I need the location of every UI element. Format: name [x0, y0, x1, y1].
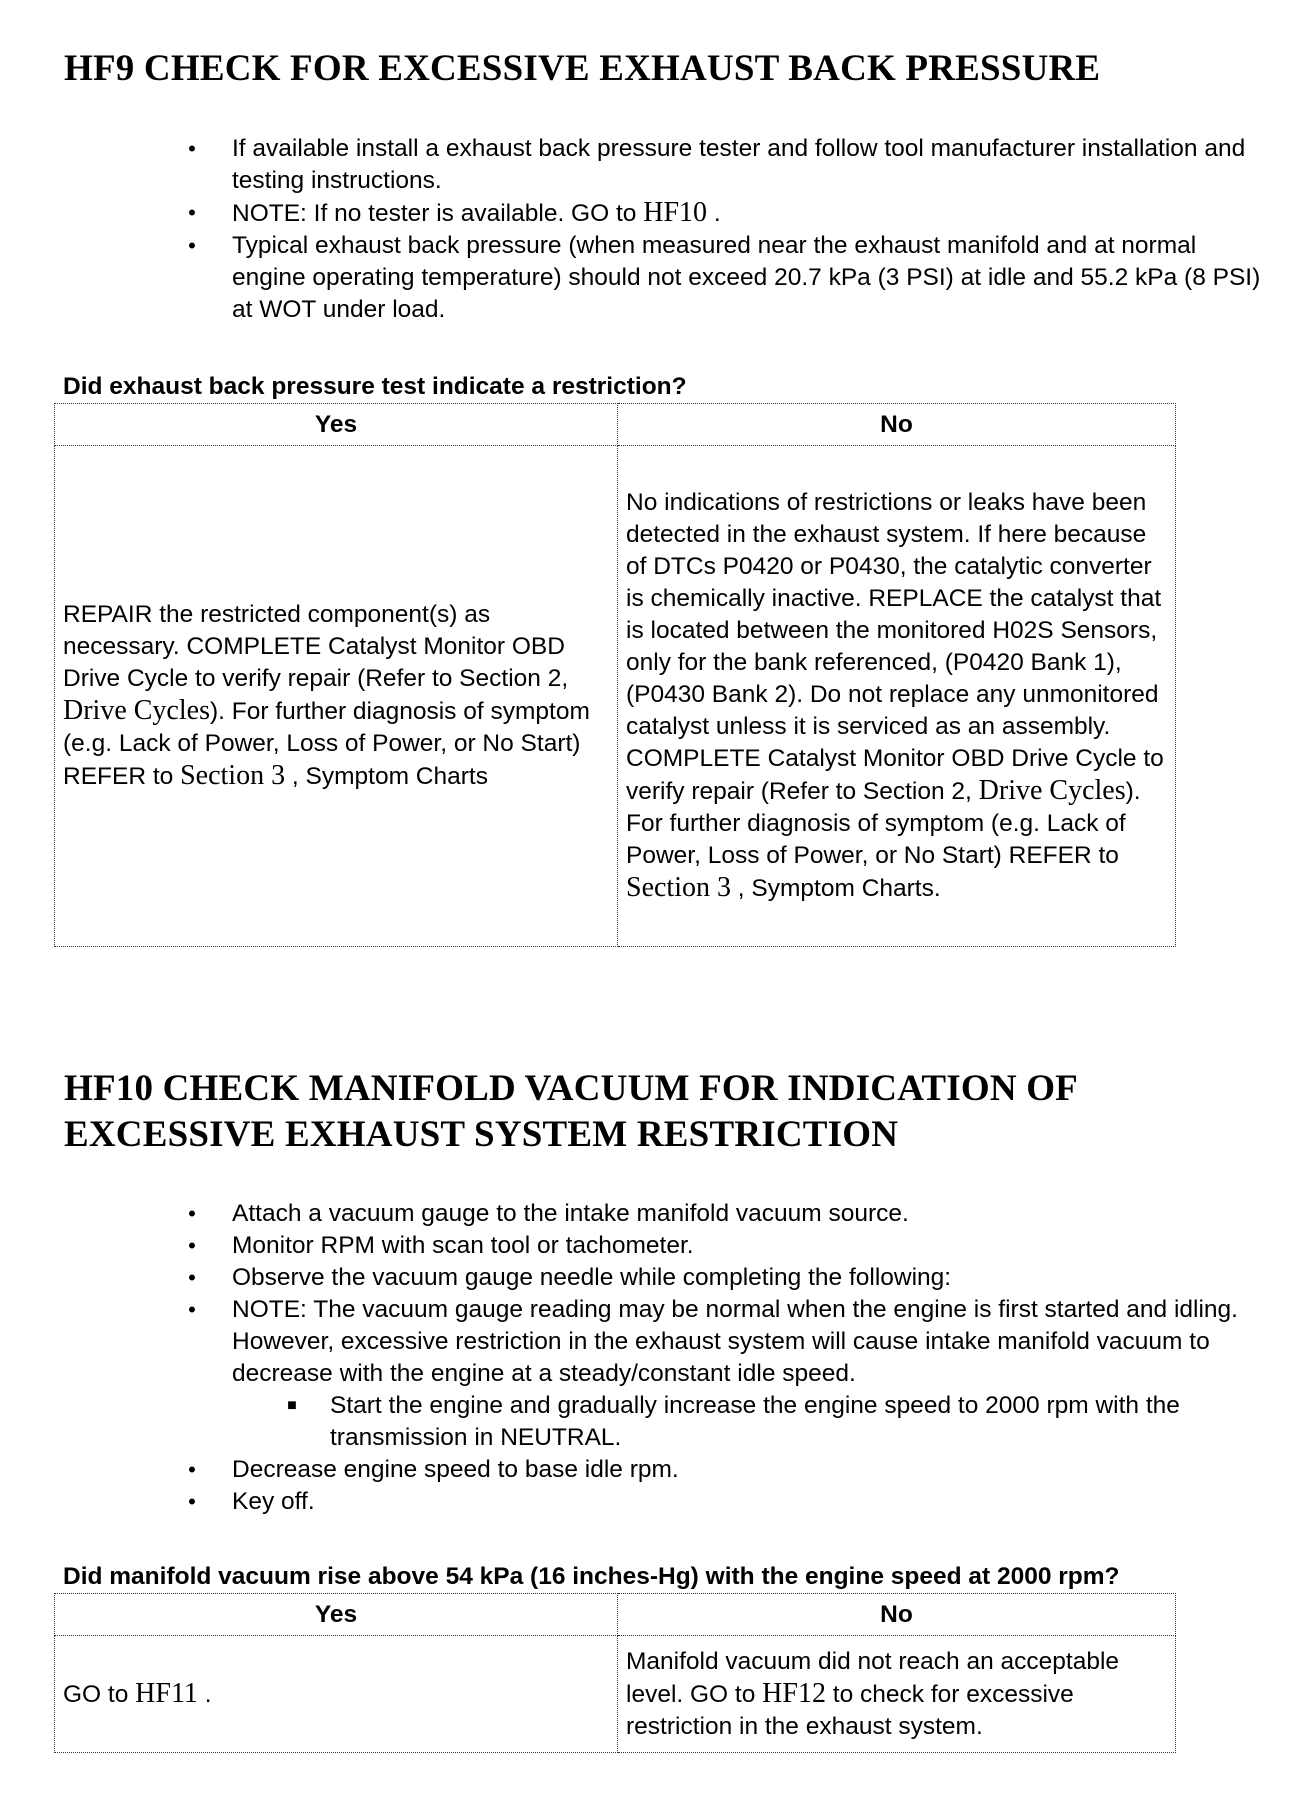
bullet-icon: •	[188, 1265, 196, 1290]
section-hf10-title: HF10 CHECK MANIFOLD VACUUM FOR INDICATION OF EXCESSIVE EXHAUST SYSTEM RESTRICTION	[64, 1068, 1077, 1155]
no-header: No	[618, 404, 1176, 446]
list-item: • NOTE: The vacuum gauge reading may be normal when the engine is first started and idling. However, excessive restriction in the exhaust system will cause intake manifold vacuum to decrease with the engine at a steady/constant idle speed.	[0, 1294, 1312, 1390]
hf9-instruction-list	[0, 133, 1312, 326]
square-bullet-icon: ■	[287, 1397, 297, 1414]
list-item: • Typical exhaust back pressure (when measured near the exhaust manifold and at normal engine operating temperature) should not exceed 20.7 kPa (3 PSI) at idle and 55.2 kPa (8 PSI) at WOT under load.	[0, 230, 1312, 326]
hf10-no-cell: Manifold vacuum did not reach an acceptable level. GO to HF12 to check for excessive restriction in the exhaust system.	[618, 1636, 1176, 1753]
list-item: • NOTE: If no tester is available. GO to HF10 .	[0, 197, 1312, 230]
list-item: • Key off.	[0, 1486, 1312, 1518]
hf9-yes-cell: REPAIR the restricted component(s) as necessary. COMPLETE Catalyst Monitor OBD Drive Cycle to verify repair (Refer to Section 2, Drive Cycles). For further diagnosis of symptom (e.g. Lack of Power, Loss of Power, or No Start) REFER to Section 3 , Symptom Charts	[55, 446, 618, 947]
yes-header: Yes	[55, 1594, 618, 1636]
hf10-decision-table	[54, 1593, 1176, 1753]
hf10-yes-cell: GO to HF11 .	[55, 1636, 618, 1753]
list-item: • Decrease engine speed to base idle rpm.	[0, 1454, 1312, 1486]
link-drive-cycles[interactable]: Drive Cycles	[63, 695, 210, 726]
hf9-no-cell: No indications of restrictions or leaks have been detected in the exhaust system. If here because of DTCs P0420 or P0430, the catalytic converter is chemically inactive. REPLACE the catalyst that is located between the monitored H02S Sensors, only for the bank referenced, (P0420 Bank 1), (P0430 Bank 2). Do not replace any unmonitored catalyst unless it is serviced as an assembly. COMPLETE Catalyst Monitor OBD Drive Cycle to verify repair (Refer to Section 2, Drive Cycles). For further diagnosis of symptom (e.g. Lack of Power, Loss of Power, or No Start) REFER to Section 3 , Symptom Charts.	[618, 446, 1176, 947]
yes-header: Yes	[55, 404, 618, 446]
hf10-question: Did manifold vacuum rise above 54 kPa (16 inches-Hg) with the engine speed at 2000 rpm?	[63, 1563, 1120, 1590]
bullet-icon: •	[188, 1457, 196, 1482]
hf9-question: Did exhaust back pressure test indicate a restriction?	[63, 373, 687, 400]
link-hf10[interactable]: HF10	[643, 197, 708, 228]
no-header: No	[618, 1594, 1176, 1636]
bullet-icon: •	[188, 1297, 196, 1322]
list-item: • Attach a vacuum gauge to the intake manifold vacuum source.	[0, 1198, 1312, 1230]
bullet-icon: •	[188, 136, 196, 161]
link-section-3[interactable]: Section 3	[180, 760, 286, 791]
list-item: • If available install a exhaust back pressure tester and follow tool manufacturer installation and testing instructions.	[0, 133, 1312, 197]
bullet-icon: •	[188, 1201, 196, 1226]
link-hf11[interactable]: HF11	[135, 1677, 198, 1709]
bullet-icon: •	[188, 1233, 196, 1258]
hf10-instruction-list	[0, 1198, 1312, 1518]
link-drive-cycles[interactable]: Drive Cycles	[978, 775, 1126, 806]
link-section-3[interactable]: Section 3	[626, 872, 731, 903]
hf9-decision-table	[54, 403, 1176, 947]
list-item: • Monitor RPM with scan tool or tachometer.	[0, 1230, 1312, 1262]
list-item: • Observe the vacuum gauge needle while completing the following:	[0, 1262, 1312, 1294]
link-hf12[interactable]: HF12	[762, 1677, 826, 1709]
bullet-icon: •	[188, 233, 196, 258]
sub-list-item: ■ Start the engine and gradually increase the engine speed to 2000 rpm with the transmission in NEUTRAL.	[0, 1390, 1312, 1454]
bullet-icon: •	[188, 1489, 196, 1514]
section-hf9-title: HF9 CHECK FOR EXCESSIVE EXHAUST BACK PRESSURE	[64, 48, 1101, 89]
bullet-icon: •	[188, 200, 196, 225]
